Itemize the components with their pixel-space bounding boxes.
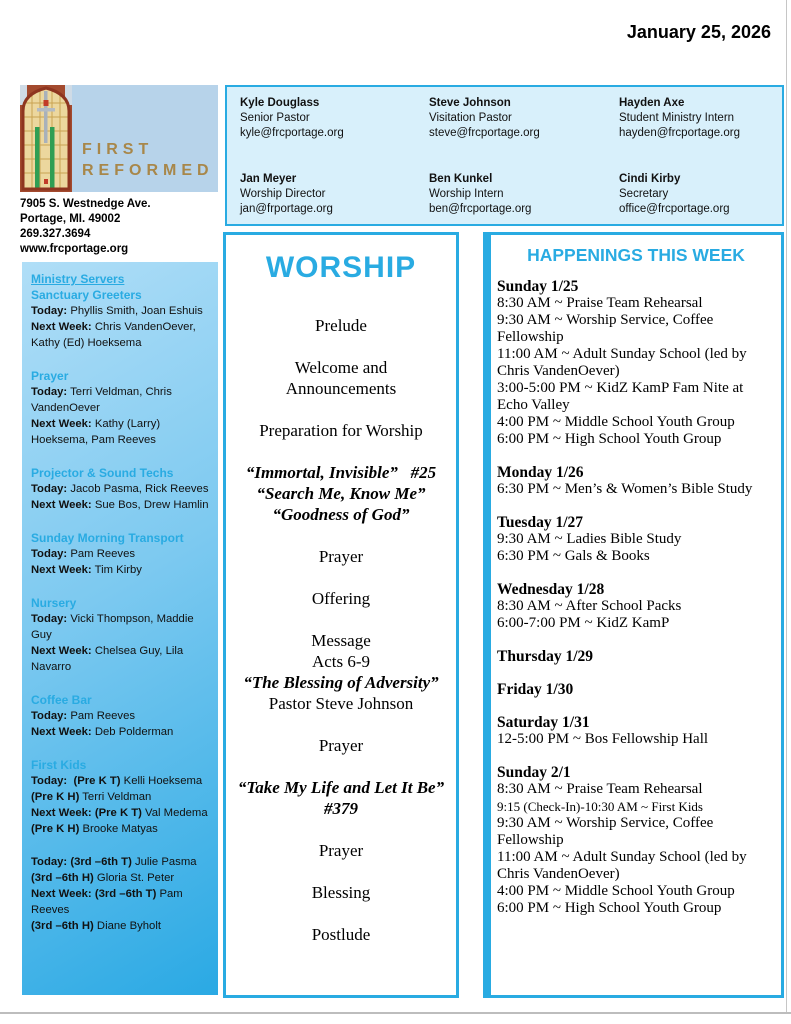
roster-entry-label: Next Week: <box>31 418 92 430</box>
happenings-panel <box>483 232 784 998</box>
day-label: Friday 1/30 <box>497 681 574 698</box>
roster-entry-label: (3rd –6th H) <box>31 872 94 884</box>
staff-name: Kyle Douglass <box>240 97 320 109</box>
day-block <box>497 714 775 748</box>
roster-entry: Next Week: Sue Bos, Drew Hamlin <box>31 499 209 511</box>
staff-name: Jan Meyer <box>240 173 297 185</box>
roster-entry: Today: Pam Reeves <box>31 710 136 722</box>
staff-member <box>619 172 778 218</box>
roster-entry-label: (Pre K H) <box>31 823 80 835</box>
staff-directory <box>225 85 784 226</box>
roster-heading: Prayer <box>31 369 69 383</box>
day-item: 8:30 AM ~ Praise Team Rehearsal <box>497 295 703 311</box>
roster-entry-label: Next Week: (3rd –6th T) <box>31 888 157 900</box>
worship-item <box>226 588 456 609</box>
worship-line: Announcements <box>285 379 397 398</box>
worship-item <box>226 924 456 945</box>
staff-name: Cindi Kirby <box>619 173 681 185</box>
happenings-title: HAPPENINGS THIS WEEK <box>527 245 745 265</box>
staff-role: Worship Director <box>240 188 326 200</box>
roster-entry-label: Today: (Pre K T) <box>31 775 121 787</box>
staff-member <box>619 96 778 172</box>
staff-member <box>429 172 619 218</box>
roster-entry: Today: Phyllis Smith, Joan Eshuis <box>31 305 203 317</box>
staff-member <box>240 96 429 172</box>
staff-email: kyle@frcportage.org <box>240 127 344 139</box>
worship-item <box>226 777 456 819</box>
worship-title: WORSHIP <box>265 251 417 284</box>
roster-entry-label: (3rd –6th H) <box>31 920 94 932</box>
roster-entry: Next Week: Tim Kirby <box>31 564 142 576</box>
roster-entry: Next Week: Chris VandenOever, Kathy (Ed) Hoeksema <box>31 321 196 349</box>
staff-email: steve@frcportage.org <box>429 127 540 139</box>
roster-section <box>31 595 210 675</box>
day-item: 12-5:00 PM ~ Bos Fellowship Hall <box>497 731 709 747</box>
day-item: 6:30 PM ~ Men’s & Women’s Bible Study <box>497 481 753 497</box>
address-block <box>20 197 151 257</box>
worship-item <box>226 357 456 399</box>
worship-item <box>226 462 456 525</box>
hymn-title: “Immortal, Invisible” #25 <box>245 463 437 482</box>
roster-entry: (3rd –6th H) Gloria St. Peter <box>31 872 175 884</box>
worship-line: Prayer <box>318 736 364 755</box>
staff-name: Steve Johnson <box>429 97 511 109</box>
day-label: Tuesday 1/27 <box>497 514 583 531</box>
day-item: 6:00 PM ~ High School Youth Group <box>497 431 722 447</box>
worship-line: Message <box>311 631 371 650</box>
worship-item <box>226 630 456 714</box>
hymn-title: #379 <box>324 799 358 818</box>
address-street: 7905 S. Westnedge Ave. <box>20 198 151 210</box>
ministry-servers-title: Ministry Servers <box>31 272 125 286</box>
staff-name: Ben Kunkel <box>429 173 493 185</box>
roster-entry: (Pre K H) Terri Veldman <box>31 791 152 803</box>
day-item: 9:30 AM ~ Ladies Bible Study <box>497 531 682 547</box>
roster-entry: Today: (3rd –6th T) Julie Pasma <box>31 856 197 868</box>
worship-item <box>226 315 456 336</box>
roster-heading: Projector & Sound Techs <box>31 466 174 480</box>
roster-heading: First Kids <box>31 758 87 772</box>
staff-email: ben@frcportage.org <box>429 203 532 215</box>
roster-entry: Today: Vicki Thompson, Maddie Guy <box>31 613 194 641</box>
church-logo <box>20 85 218 192</box>
worship-item <box>226 882 456 903</box>
day-item: 9:30 AM ~ Worship Service, Coffee Fellowship <box>497 815 714 848</box>
day-block <box>497 648 775 665</box>
roster-entry-label: Next Week: <box>31 564 92 576</box>
worship-order <box>226 315 456 945</box>
roster-sections <box>31 287 210 934</box>
page-right-edge-line <box>786 0 787 1012</box>
worship-line: Pastor Steve Johnson <box>268 694 414 713</box>
hymn-title: “Goodness of God” <box>272 505 410 524</box>
day-block <box>497 278 775 448</box>
staff-email: hayden@frcportage.org <box>619 127 740 139</box>
worship-line: Postlude <box>311 925 371 944</box>
day-label: Thursday 1/29 <box>497 648 594 665</box>
staff-role: Secretary <box>619 188 669 200</box>
logo-text <box>72 85 218 192</box>
day-item: 11:00 AM ~ Adult Sunday School (led by Chris VandenOever) <box>497 849 747 882</box>
day-item: 6:00 PM ~ High School Youth Group <box>497 900 722 916</box>
day-item: 9:15 (Check-In)-10:30 AM ~ First Kids <box>497 799 703 814</box>
roster-entry: Today: Terri Veldman, Chris VandenOever <box>31 386 172 414</box>
worship-item <box>226 735 456 756</box>
day-block <box>497 681 775 698</box>
day-block <box>497 514 775 565</box>
roster-section <box>31 287 210 351</box>
roster-entry: Next Week: Chelsea Guy, Lila Navarro <box>31 645 184 673</box>
staff-role: Senior Pastor <box>240 112 310 124</box>
roster-entry-label: Next Week: <box>31 499 92 511</box>
worship-line: Blessing <box>311 883 371 902</box>
staff-member <box>240 172 429 218</box>
worship-line: Prayer <box>318 841 364 860</box>
day-item: 8:30 AM ~ Praise Team Rehearsal <box>497 781 703 797</box>
day-item: 9:30 AM ~ Worship Service, Coffee Fellowship <box>497 312 714 345</box>
day-item: 3:00-5:00 PM ~ KidZ KamP Fam Nite at Echo Valley <box>497 380 744 413</box>
day-block <box>497 464 775 498</box>
roster-section <box>31 854 210 934</box>
worship-line: Prelude <box>315 316 367 335</box>
worship-item <box>226 546 456 567</box>
worship-line: Welcome and <box>294 358 388 377</box>
day-label: Wednesday 1/28 <box>497 581 605 598</box>
day-item: 8:30 AM ~ After School Packs <box>497 598 682 614</box>
roster-entry-label: Today: <box>31 548 68 560</box>
website-url: www.frcportage.org <box>20 243 129 255</box>
staff-email: office@frcportage.org <box>619 203 730 215</box>
page-date: January 25, 2026 <box>626 22 771 42</box>
day-label: Sunday 1/25 <box>497 278 579 295</box>
day-item: 11:00 AM ~ Adult Sunday School (led by Chris VandenOever) <box>497 346 747 379</box>
hymn-title: “The Blessing of Adversity” <box>243 673 439 692</box>
address-city: Portage, MI. 49002 <box>20 213 121 225</box>
staff-email: jan@frportage.org <box>240 203 333 215</box>
day-label: Sunday 2/1 <box>497 764 571 781</box>
day-label: Monday 1/26 <box>497 464 584 481</box>
hymn-title: “Search Me, Know Me” <box>256 484 426 503</box>
roster-entry-label: Today: <box>31 305 68 317</box>
phone-number: 269.327.3694 <box>20 228 91 240</box>
roster-entry-label: Today: <box>31 483 68 495</box>
roster-entry: Next Week: (3rd –6th T) Pam Reeves <box>31 888 183 916</box>
roster-entry-label: (Pre K H) <box>31 791 80 803</box>
staff-role: Visitation Pastor <box>429 112 512 124</box>
roster-entry: (3rd –6th H) Diane Byholt <box>31 920 161 932</box>
day-item: 4:00 PM ~ Middle School Youth Group <box>497 883 735 899</box>
day-item: 6:30 PM ~ Gals & Books <box>497 548 650 564</box>
stained-glass-window-icon <box>20 85 72 192</box>
worship-line: Preparation for Worship <box>259 421 423 440</box>
roster-entry-label: Today: <box>31 613 68 625</box>
day-label: Saturday 1/31 <box>497 714 590 731</box>
roster-heading: Sanctuary Greeters <box>31 288 142 302</box>
roster-entry: Next Week: Deb Polderman <box>31 726 174 738</box>
roster-entry-label: Next Week: (Pre K T) <box>31 807 142 819</box>
roster-entry: Today: (Pre K T) Kelli Hoeksema <box>31 775 203 787</box>
worship-item <box>226 420 456 441</box>
logo-line-reformed: REFORMED <box>82 162 214 179</box>
roster-section <box>31 368 210 448</box>
staff-name: Hayden Axe <box>619 97 685 109</box>
worship-item <box>226 840 456 861</box>
worship-line: Offering <box>311 589 371 608</box>
day-item: 6:00-7:00 PM ~ KidZ KamP <box>497 615 670 631</box>
roster-entry: Next Week: (Pre K T) Val Medema <box>31 807 208 819</box>
worship-panel <box>223 232 459 998</box>
roster-heading: Coffee Bar <box>31 693 92 707</box>
roster-entry-label: Next Week: <box>31 726 92 738</box>
roster-entry-label: Today: (3rd –6th T) <box>31 856 132 868</box>
roster-entry: Today: Jacob Pasma, Rick Reeves <box>31 483 209 495</box>
roster-section <box>31 530 210 578</box>
day-item: 4:00 PM ~ Middle School Youth Group <box>497 414 735 430</box>
staff-role: Worship Intern <box>429 188 504 200</box>
roster-entry: Today: Pam Reeves <box>31 548 136 560</box>
hymn-title: “Take My Life and Let It Be” <box>237 778 445 797</box>
roster-entry-label: Today: <box>31 710 68 722</box>
worship-line: Acts 6-9 <box>311 652 371 671</box>
roster-section <box>31 757 210 837</box>
roster-section <box>31 692 210 740</box>
day-block <box>497 764 775 917</box>
roster-entry: (Pre K H) Brooke Matyas <box>31 823 158 835</box>
roster-heading: Nursery <box>31 596 77 610</box>
day-block <box>497 581 775 632</box>
roster-heading: Sunday Morning Transport <box>31 531 184 545</box>
logo-line-first: FIRST <box>82 141 154 158</box>
staff-member <box>429 96 619 172</box>
staff-role: Student Ministry Intern <box>619 112 735 124</box>
page-bottom-edge-line <box>0 1012 791 1014</box>
worship-line: Prayer <box>318 547 364 566</box>
roster-entry-label: Today: <box>31 386 68 398</box>
roster-entry-label: Next Week: <box>31 321 92 333</box>
ministry-servers-panel <box>22 262 218 995</box>
roster-entry: Next Week: Kathy (Larry) Hoeksema, Pam Reeves <box>31 418 161 446</box>
roster-entry-label: Next Week: <box>31 645 92 657</box>
happenings-days <box>497 278 775 917</box>
roster-section <box>31 465 210 513</box>
